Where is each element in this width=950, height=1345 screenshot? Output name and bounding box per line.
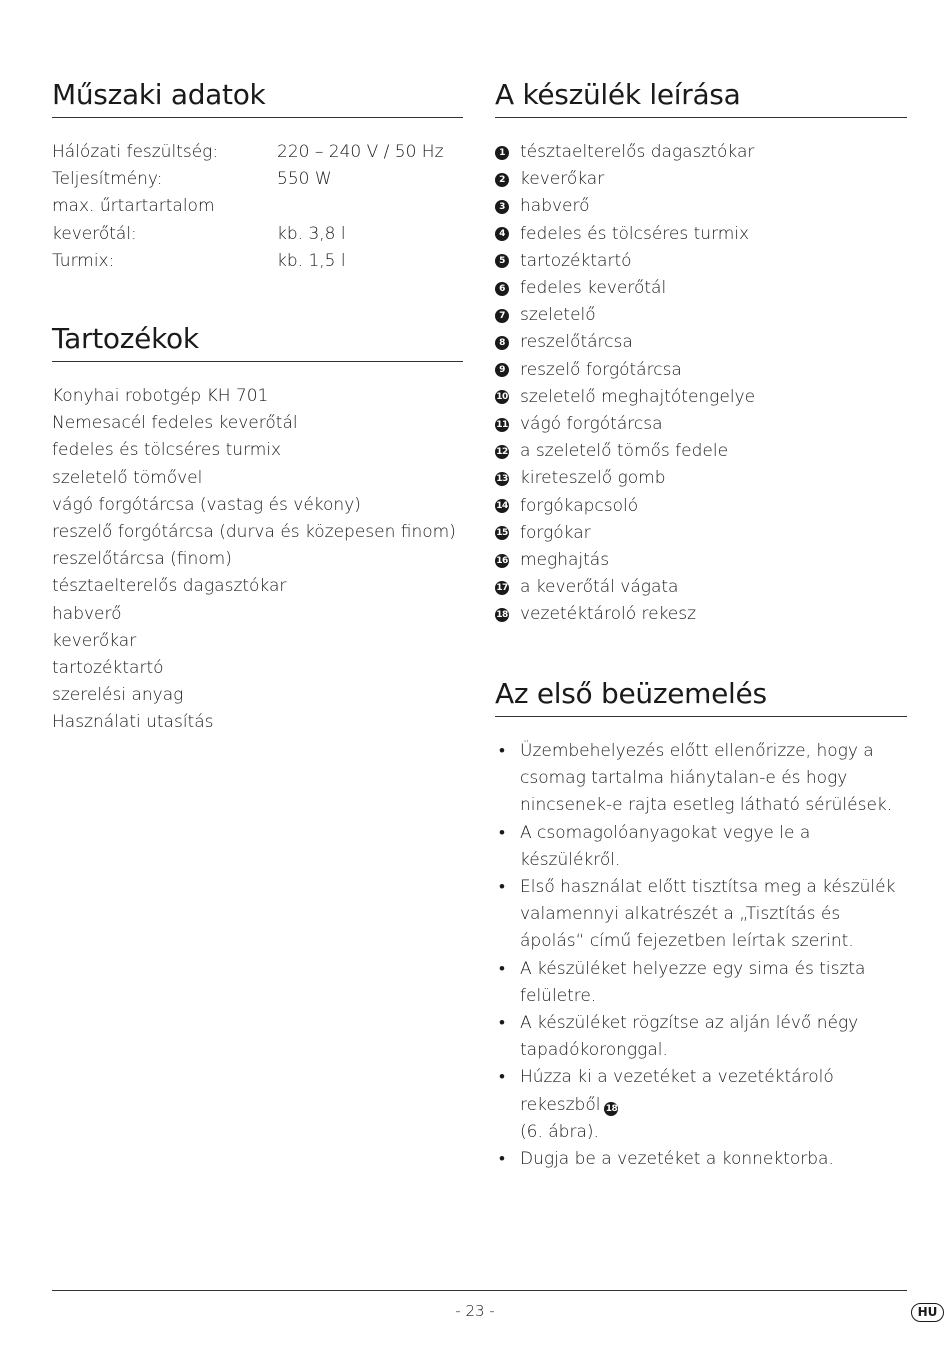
specs-heading: Műszaki adatok	[52, 78, 266, 111]
part-number-badge: 11	[496, 419, 508, 430]
part-item	[495, 384, 907, 411]
list-item: reszelő forgótárcsa (durva és közepesen finom)	[52, 522, 456, 543]
bullet: •	[499, 1013, 505, 1034]
part-label: fedeles és tölcséres turmix	[520, 223, 750, 244]
list-item: vágó forgótárcsa (vastag és vékony)	[52, 494, 361, 515]
part-number-badge: 18	[496, 610, 508, 621]
first-use-list	[495, 738, 907, 1173]
bullet: •	[499, 1149, 505, 1170]
list-item: fedeles és tölcséres turmix	[52, 440, 282, 461]
part-label: vezetéktároló rekesz	[520, 604, 697, 625]
spec-value: 550 W	[277, 169, 332, 190]
list-item	[495, 956, 907, 1010]
part-label: forgókar	[520, 522, 591, 543]
part-item	[495, 601, 907, 628]
part-item	[495, 166, 907, 193]
part-item	[495, 329, 907, 356]
spec-label: Teljesítmény:	[52, 169, 163, 190]
part-number-badge: 3	[495, 200, 509, 214]
list-item	[495, 738, 907, 820]
description-heading-rule	[495, 117, 907, 118]
part-label: reszelő forgótárcsa	[520, 359, 682, 380]
list-item: tartozéktartó	[52, 658, 164, 679]
language-badge: HU	[911, 1303, 944, 1322]
part-label: tartozéktartó	[520, 250, 632, 271]
specs-heading-rule	[52, 117, 463, 118]
part-number-badge: 1	[495, 146, 509, 160]
part-number-badge: 13	[496, 474, 508, 485]
specs-section	[52, 77, 463, 275]
part-item	[495, 357, 907, 384]
part-label: forgókapcsoló	[520, 495, 639, 516]
spec-value: kb. 1,5 l	[277, 250, 346, 271]
instruction-text: A készüléket helyezze egy sima és tiszta felületre.	[520, 958, 866, 1006]
part-item	[495, 275, 907, 302]
part-label: kireteszelő gomb	[520, 468, 666, 489]
part-item	[495, 221, 907, 248]
list-item	[495, 1146, 907, 1173]
list-item: Használati utasítás	[52, 712, 214, 733]
bullet: •	[499, 1067, 505, 1088]
instruction-text: Üzembehelyezés előtt ellenőrizze, hogy a csomag tartalma hiánytalan-e és hogy nincsenek-e rajta esetleg látható sérülések.	[520, 741, 893, 816]
spec-label: Hálózati feszültség:	[52, 142, 219, 162]
part-item	[495, 547, 907, 574]
part-item	[495, 493, 907, 520]
list-item: keverőkar	[52, 630, 137, 651]
part-label: fedeles keverőtál	[520, 278, 667, 299]
part-item	[495, 411, 907, 438]
spec-label: max. űrtartartalom	[52, 196, 215, 217]
part-label: meghajtás	[520, 550, 610, 571]
list-item: tésztaelterelős dagasztókar	[52, 576, 287, 597]
list-item	[495, 874, 907, 956]
spec-row	[52, 248, 463, 275]
part-number-badge: 18	[605, 1103, 618, 1114]
part-label: keverőkar	[520, 169, 605, 190]
list-item: habverő	[52, 603, 122, 624]
first-use-heading: Az első beüzemelés	[495, 677, 767, 710]
part-label: a keverőtál vágata	[520, 577, 679, 598]
first-use-heading-rule	[495, 716, 907, 717]
instruction-text: Első használat előtt tisztítsa meg a készülék valamennyi alkatrészét a „Tisztítás és ápolás“ című fejezetben leírtak szerint.	[520, 877, 896, 952]
list-item	[495, 820, 907, 874]
bullet: •	[499, 741, 505, 761]
part-label: a szeletelő tömős fedele	[520, 441, 729, 462]
part-item	[495, 465, 907, 492]
part-item	[495, 520, 907, 547]
list-item	[495, 1064, 907, 1146]
part-number-badge: 16	[496, 555, 508, 566]
spec-row	[52, 193, 463, 220]
instruction-text: A készüléket rögzítse az alján lévő négy tapadókoronggal.	[520, 1013, 859, 1061]
part-number-badge: 4	[495, 227, 509, 241]
part-number-badge: 10	[496, 392, 508, 403]
part-number-badge: 14	[496, 501, 508, 512]
bullet: •	[499, 877, 505, 898]
part-number-badge: 5	[495, 254, 509, 268]
part-number-badge: 8	[495, 336, 509, 350]
part-item	[495, 248, 907, 275]
part-label: tésztaelterelős dagasztókar	[520, 142, 755, 162]
accessories-list	[52, 383, 463, 737]
parts-list	[495, 139, 907, 629]
list-item: reszelőtárcsa (finom)	[52, 549, 232, 570]
accessories-heading: Tartozékok	[52, 322, 199, 355]
list-item: szeletelő tömővel	[52, 467, 203, 488]
spec-value: 220 – 240 V / 50 Hz	[277, 142, 444, 162]
list-item: Nemesacél fedeles keverőtál	[52, 413, 298, 434]
instruction-block	[520, 1064, 907, 1146]
part-number-badge: 7	[495, 309, 509, 323]
part-label: szeletelő meghajtótengelye	[520, 386, 756, 407]
spec-row	[52, 221, 463, 248]
specs-table	[52, 139, 463, 275]
spec-row	[52, 139, 463, 166]
instruction-text: Húzza ki a vezetéket a vezetéktároló rekeszből	[520, 1067, 834, 1115]
part-item	[495, 139, 907, 166]
part-label: vágó forgótárcsa	[520, 414, 663, 435]
accessories-section	[52, 321, 463, 737]
instruction-text: A csomagolóanyagokat vegye le a készülékről.	[520, 822, 811, 870]
part-label: szeletelő	[520, 305, 596, 326]
spec-row	[52, 166, 463, 193]
part-item	[495, 193, 907, 220]
instruction-text-continued: (6. ábra).	[520, 1121, 599, 1142]
description-heading: A készülék leírása	[495, 78, 741, 111]
list-item	[495, 1010, 907, 1064]
spec-label: keverőtál:	[52, 223, 137, 244]
part-number-badge: 12	[496, 446, 508, 457]
part-item	[495, 302, 907, 329]
spec-value: kb. 3,8 l	[277, 223, 346, 244]
part-item	[495, 574, 907, 601]
first-use-section	[495, 676, 907, 1173]
part-number-badge: 17	[496, 582, 508, 593]
list-item: Konyhai robotgép KH 701	[52, 386, 269, 406]
part-label: habverő	[520, 196, 590, 217]
part-number-badge: 9	[495, 363, 509, 377]
part-item	[495, 438, 907, 465]
part-label: reszelőtárcsa	[520, 332, 633, 353]
description-section	[495, 77, 907, 629]
footer-rule	[52, 1290, 907, 1291]
instruction-text: Dugja be a vezetéket a konnektorba.	[520, 1149, 834, 1170]
part-number-badge: 15	[496, 528, 508, 539]
page-number: - 23 -	[455, 1302, 495, 1320]
list-item: szerelési anyag	[52, 685, 184, 706]
bullet: •	[499, 822, 505, 843]
accessories-heading-rule	[52, 361, 463, 362]
spec-label: Turmix:	[52, 250, 115, 271]
part-number-badge: 2	[495, 173, 509, 187]
bullet: •	[499, 958, 505, 979]
part-number-badge: 6	[495, 282, 509, 296]
